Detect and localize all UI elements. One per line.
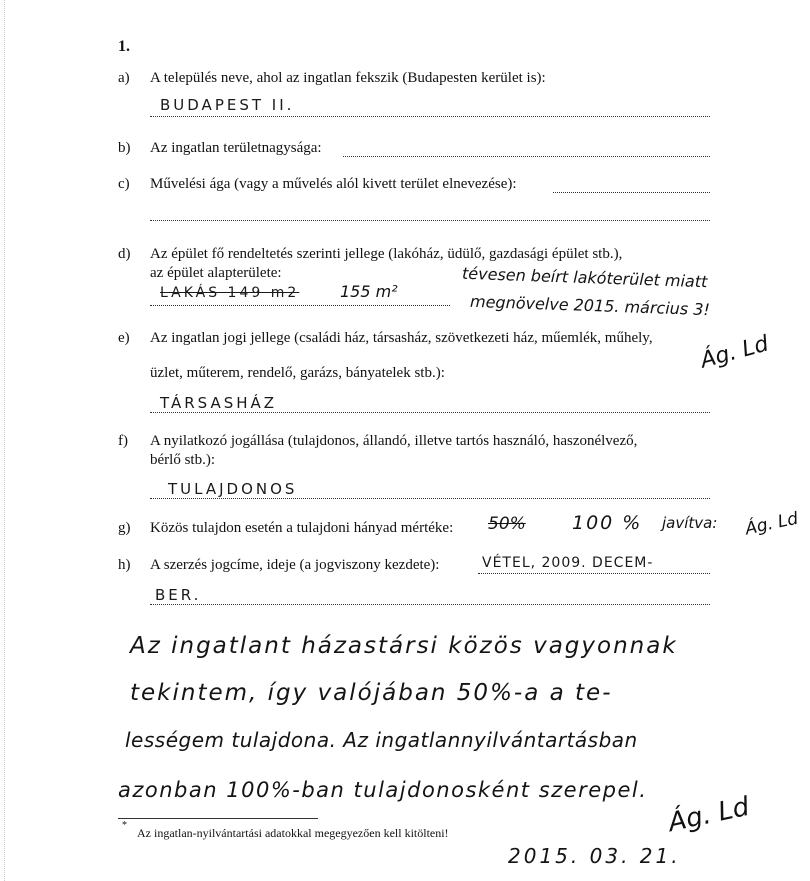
item-g-answer[interactable]: 100 % <box>572 512 643 534</box>
item-d-struck-answer: LAKÁS 149 m2 <box>160 285 300 301</box>
item-f-answer[interactable]: TULAJDONOS <box>168 480 298 498</box>
item-c-label: Művelési ága (vagy a művelés alól kivett terület elnevezése): <box>150 176 517 192</box>
signature-date: 2015. 03. 21. <box>508 844 681 868</box>
item-h-answer-2[interactable]: BER. <box>155 586 202 604</box>
item-d-letter: d) <box>118 246 131 262</box>
item-g-letter: g) <box>118 520 131 536</box>
initials-signature-2: Ág. Ld <box>743 508 800 540</box>
item-e-field-line <box>150 412 710 413</box>
item-c-letter: c) <box>118 176 130 192</box>
page-edge <box>4 0 6 881</box>
item-d-note-1: tévesen beírt lakóterület miatt <box>461 263 708 292</box>
item-e-letter: e) <box>118 330 130 346</box>
item-d-field-line <box>150 305 450 306</box>
footnote-mark: * <box>122 820 127 831</box>
handwritten-note-line-2: tekintem, így valójában 50%-a a te- <box>130 680 613 706</box>
item-f-label: A nyilatkozó jogállása (tulajdonos, állandó, illetve tartós használó, haszonélvező, <box>150 433 638 449</box>
signature: Ág. Ld <box>665 791 753 839</box>
item-d-area[interactable]: 155 m² <box>340 282 398 301</box>
item-f-field-line <box>150 498 710 499</box>
initials-signature-1: Ág. Ld <box>697 331 772 374</box>
item-c-field-line[interactable] <box>553 192 710 193</box>
item-d-note-2: megnövelve 2015. március 3! <box>469 291 711 320</box>
item-f-label-2: bérlő stb.): <box>150 452 215 468</box>
item-h-field-line <box>478 573 710 574</box>
item-h-field-line-2 <box>150 604 710 605</box>
item-g-note: javítva: <box>662 514 718 532</box>
item-a-letter: a) <box>118 70 130 86</box>
item-a-field-line <box>150 116 710 117</box>
item-b-label: Az ingatlan területnagysága: <box>150 140 322 156</box>
item-e-answer[interactable]: TÁRSASHÁZ <box>160 394 278 412</box>
item-a-label: A település neve, ahol az ingatlan fekszik (Budapesten kerület is): <box>150 70 546 86</box>
item-c-field-line-2[interactable] <box>150 220 710 221</box>
section-number: 1. <box>118 38 130 55</box>
handwritten-note-line-4: azonban 100%-ban tulajdonosként szerepel. <box>118 778 648 802</box>
item-d-label: Az épület fő rendeltetés szerinti jellege (lakóház, üdülő, gazdasági épület stb.), <box>150 246 623 262</box>
item-b-field-line[interactable] <box>343 156 710 157</box>
item-d-label-2: az épület alapterülete: <box>150 265 282 281</box>
item-a-answer[interactable]: BUDAPEST II. <box>160 96 295 114</box>
footnote-rule <box>118 818 318 819</box>
handwritten-note-line-3: lességem tulajdona. Az ingatlannyilvántartásban <box>125 728 638 752</box>
item-h-answer[interactable]: VÉTEL, 2009. DECEM- <box>482 555 654 571</box>
item-b-letter: b) <box>118 140 131 156</box>
item-f-letter: f) <box>118 433 128 449</box>
item-h-label: A szerzés jogcíme, ideje (a jogviszony kezdete): <box>150 557 440 573</box>
handwritten-note-line-1: Az ingatlant házastársi közös vagyonnak <box>130 633 678 659</box>
item-g-label: Közös tulajdon esetén a tulajdoni hányad mértéke: <box>150 520 454 536</box>
item-g-struck-answer: 50% <box>488 514 526 534</box>
item-e-label: Az ingatlan jogi jellege (családi ház, társasház, szövetkezeti ház, műemlék, műhely, <box>150 330 653 346</box>
footnote-text: Az ingatlan-nyilvántartási adatokkal megegyezően kell kitölteni! <box>137 826 449 840</box>
item-e-label-2: üzlet, műterem, rendelő, garázs, bányatelek stb.): <box>150 365 445 381</box>
item-h-letter: h) <box>118 557 131 573</box>
